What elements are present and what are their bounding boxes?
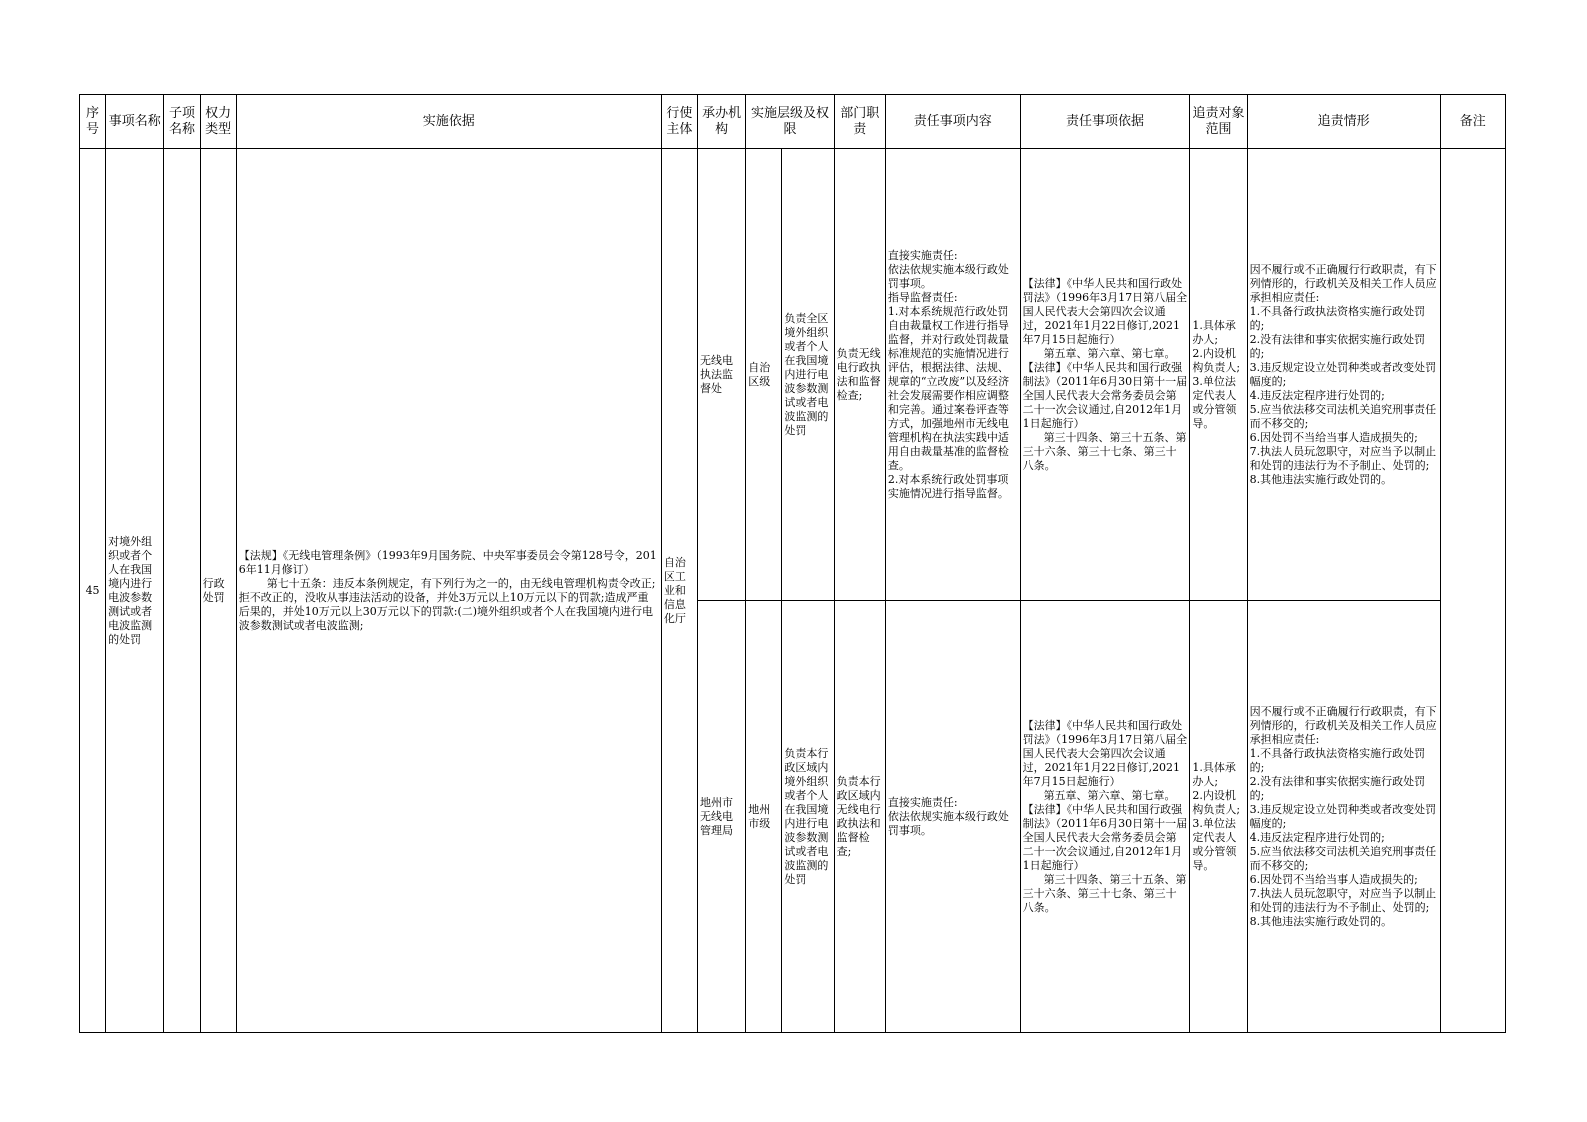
header-level: 实施层级及权限 [746, 95, 834, 149]
header-item-name: 事项名称 [106, 95, 164, 149]
header-sub-item: 子项名称 [164, 95, 200, 149]
row-power-type: 行政处罚 [200, 149, 236, 1033]
row-seq: 45 [80, 149, 106, 1033]
table-row [80, 149, 1506, 601]
subrow-situation: 因不履行或不正确履行行政职责，有下列情形的，行政机关及相关工作人员应承担相应责任: 1.不具备行政执法资格实施行政处罚的; 2.没有法律和事实依据实施行政处罚的; 3.违反规定设立处罚种类或者改变处罚幅度的; 4.违反法定程序进行处罚的; 5.应当依法移交司法机关追究刑事责任而不移交的; 6.因处罚不当给当事人造成损失的; 7.执法人员玩忽职守，对应当予以制止和处罚的违法行为不予制止、处罚的; 8.其他违法实施行政处罚的。 [1247, 149, 1440, 601]
header-resp-basis: 责任事项依据 [1020, 95, 1190, 149]
subrow-scope: 1.具体承办人; 2.内设机构负责人; 3.单位法定代表人或分管领导。 [1190, 601, 1247, 1033]
subrow-resp-content: 直接实施责任: 依法依规实施本级行政处罚事项。 [885, 601, 1020, 1033]
subrow-agency: 地州市无线电管理局 [698, 601, 746, 1033]
subrow-level: 自治区级 [746, 149, 782, 601]
header-row [80, 95, 1506, 149]
subrow-level: 地州市级 [746, 601, 782, 1033]
row-basis: 【法规】《无线电管理条例》（1993年9月国务院、中央军事委员会令第128号令，2016年11月修订） 第七十五条：违反本条例规定，有下列行为之一的，由无线电管理机构责令改正;拒不改正的，没收从事违法活动的设备，并处3万元以上10万元以下的罚款;造成严重后果的，并处10万元以上30万元以下的罚款:(二)境外组织或者个人在我国境内进行电波参数测试或者电波监测; [236, 149, 661, 1033]
subrow-agency: 无线电执法监督处 [698, 149, 746, 601]
row-item-name: 对境外组织或者个人在我国境内进行电波参数测试或者电波监测的处罚 [106, 149, 164, 1033]
header-resp-content: 责任事项内容 [885, 95, 1020, 149]
row-subject: 自治区工业和信息化厅 [661, 149, 697, 1033]
responsibility-table [79, 94, 1506, 1033]
subrow-resp-basis: 【法律】《中华人民共和国行政处罚法》（1996年3月17日第八届全国人民代表大会第四次会议通过，2021年1月22日修订,2021年7月15日起施行） 第五章、第六章、第七章。 【法律】《中华人民共和国行政强制法》（2011年6月30日第十一届全国人民代表大会常务委员会第二十一次会议通过,自2012年1月1日起施行） 第三十四条、第三十五条、第三十六条、第三十七条、第三十八条。 [1020, 149, 1190, 601]
subrow-authority: 负责全区境外组织或者个人在我国境内进行电波参数测试或者电波监测的处罚 [782, 149, 834, 601]
header-duty: 部门职责 [834, 95, 885, 149]
subrow-duty: 负责无线电行政执法和监督检查; [834, 149, 885, 601]
header-subject: 行使主体 [661, 95, 697, 149]
subrow-scope: 1.具体承办人; 2.内设机构负责人; 3.单位法定代表人或分管领导。 [1190, 149, 1247, 601]
subrow-resp-content: 直接实施责任: 依法依规实施本级行政处罚事项。 指导监督责任: 1.对本系统规范行政处罚自由裁量权工作进行指导监督，并对行政处罚裁量标准规范的实施情况进行评估，根据法律、法规、规章的“立改废”以及经济社会发展需要作相应调整和完善。通过案卷评查等方式，加强地州市无线电管理机构在执法实践中适用自由裁量基准的监督检查。 2.对本系统行政处罚事项实施情况进行指导监督。 [885, 149, 1020, 601]
header-agency: 承办机构 [698, 95, 746, 149]
header-basis: 实施依据 [236, 95, 661, 149]
header-situation: 追责情形 [1247, 95, 1440, 149]
subrow-duty: 负责本行政区域内无线电行政执法和监督检查; [834, 601, 885, 1033]
header-power-type: 权力类型 [200, 95, 236, 149]
header-remark: 备注 [1440, 95, 1505, 149]
row-sub-item [164, 149, 200, 1033]
subrow-resp-basis: 【法律】《中华人民共和国行政处罚法》（1996年3月17日第八届全国人民代表大会第四次会议通过，2021年1月22日修订,2021年7月15日起施行） 第五章、第六章、第七章。 【法律】《中华人民共和国行政强制法》（2011年6月30日第十一届全国人民代表大会常务委员会第二十一次会议通过,自2012年1月1日起施行） 第三十四条、第三十五条、第三十六条、第三十七条、第三十八条。 [1020, 601, 1190, 1033]
subrow-authority: 负责本行政区域内境外组织或者个人在我国境内进行电波参数测试或者电波监测的处罚 [782, 601, 834, 1033]
row-remark [1440, 149, 1505, 1033]
header-seq: 序号 [80, 95, 106, 149]
header-scope: 追责对象范围 [1190, 95, 1247, 149]
subrow-situation: 因不履行或不正确履行行政职责，有下列情形的，行政机关及相关工作人员应承担相应责任: 1.不具备行政执法资格实施行政处罚的; 2.没有法律和事实依据实施行政处罚的; 3.违反规定设立处罚种类或者改变处罚幅度的; 4.违反法定程序进行处罚的; 5.应当依法移交司法机关追究刑事责任而不移交的; 6.因处罚不当给当事人造成损失的; 7.执法人员玩忽职守，对应当予以制止和处罚的违法行为不予制止、处罚的; 8.其他违法实施行政处罚的。 [1247, 601, 1440, 1033]
